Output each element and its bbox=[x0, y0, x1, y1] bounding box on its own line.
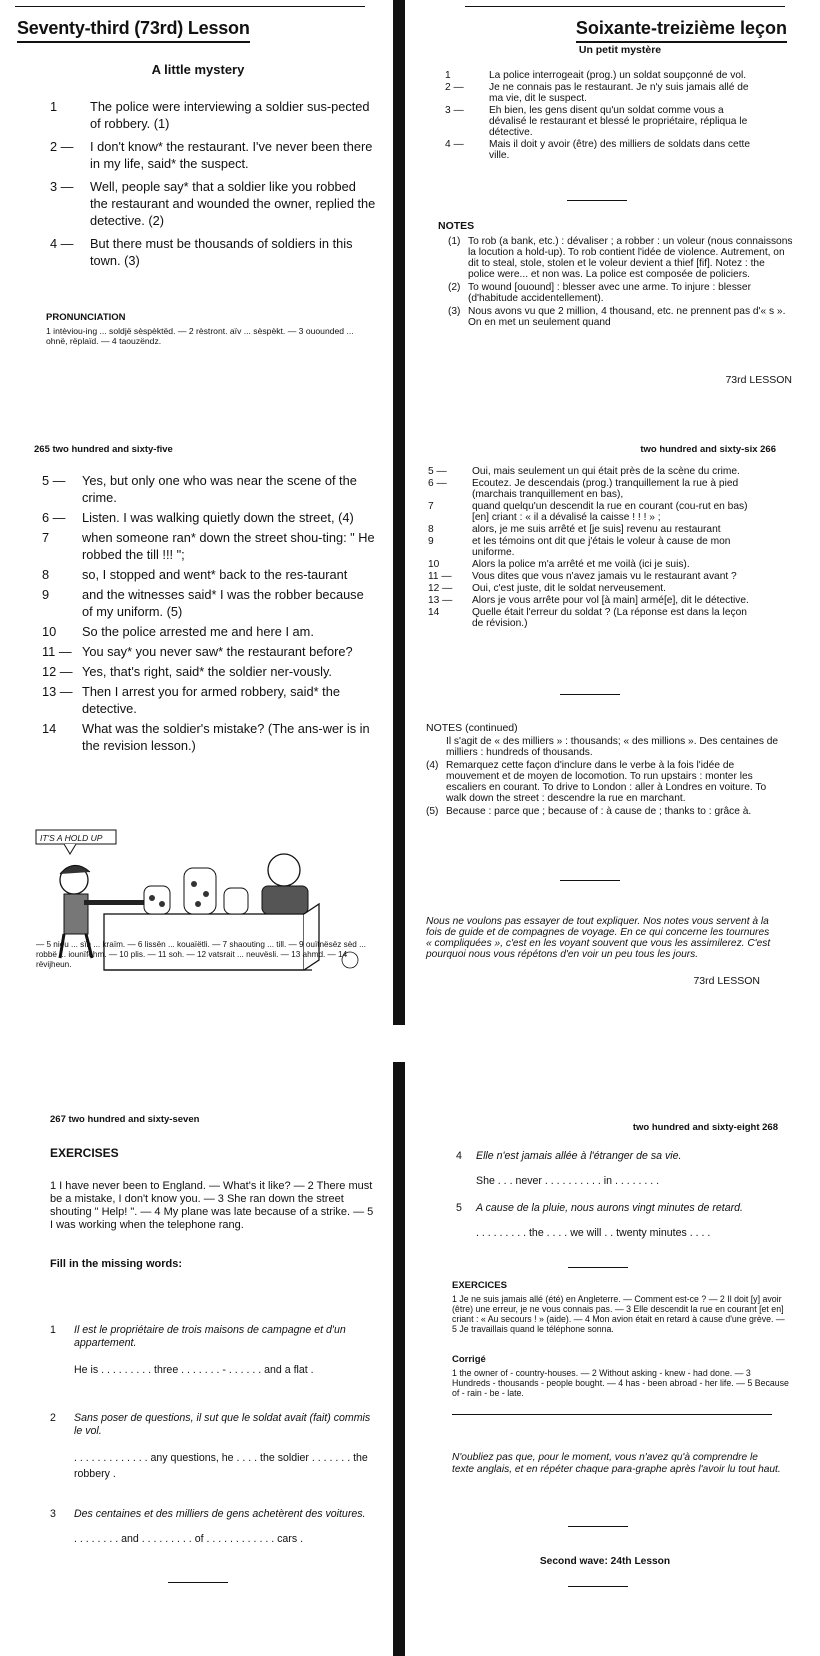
fill-in-blank[interactable]: . . . . . . . . and . . . . . . . . . of . . . . . . . . . . . . cars . bbox=[74, 1533, 304, 1545]
dialogue-line: 1 The police were interviewing a soldier sus-pected of robbery. (1) bbox=[50, 99, 370, 131]
fill-in-blank[interactable]: . . . . . . . . . the . . . . we will . . twenty minutes . . . . bbox=[476, 1227, 711, 1239]
page-gutter bbox=[393, 1062, 405, 1656]
fill-in-item: 2 Sans poser de questions, il sut que le soldat avait (fait) commis le vol. . . . . . . . . . . . . . any questions, he . . . . the soldier . . . . . . . the robbery . bbox=[50, 1412, 380, 1482]
exercises-answers-column bbox=[440, 1062, 800, 1656]
dialogue-line: 11 — You say* you never saw* the restaurant before? bbox=[42, 644, 353, 659]
fill-in-blank[interactable]: She . . . never . . . . . . . . . . in . . . . . . . . bbox=[476, 1175, 660, 1187]
closing-note: N'oubliez pas que, pour le moment, vous n'avez qu'à comprendre le texte anglais, et en répéter chaque para-graphe après l'avoir lu tout haut. bbox=[452, 1452, 781, 1475]
dialogue-line: 5 — Oui, mais seulement un qui était près de la scène du crime. bbox=[428, 466, 740, 477]
pronunciation-block bbox=[46, 312, 376, 346]
dialogue-line: 1 La police interrogeait (prog.) un soldat soupçonné de vol. bbox=[445, 70, 747, 81]
dialogue-line: 3 — Well, people say* that a soldier like you robbed the restaurant and wounded the owner, replied the detective. (2) bbox=[50, 179, 376, 228]
separator-rule bbox=[560, 880, 620, 881]
page-number-header: 267 two hundred and sixty-seven bbox=[50, 1114, 200, 1125]
page-spread-2 bbox=[0, 410, 820, 1025]
answer-key-text: 1 the owner of - country-houses. — 2 Without asking - knew - had done. — 3 Hundreds - thousands - people bought. — 4 has - been abroad - her life. — 5 Because of - rain - be - late. bbox=[452, 1368, 789, 1398]
french-text-column bbox=[426, 410, 800, 1025]
dialogue-en bbox=[50, 98, 376, 275]
page-gutter bbox=[393, 410, 405, 1025]
exercices-heading: EXERCICES bbox=[452, 1280, 507, 1291]
dialogue-line: 8 alors, je me suis arrêté et [je suis] revenu au restaurant bbox=[428, 524, 721, 535]
dialogue-line: 14 Quelle était l'erreur du soldat ? (La réponse est dans la leçon de révision.) bbox=[428, 607, 747, 629]
answer-key-heading: Corrigé bbox=[452, 1354, 486, 1365]
shopkeeper-body bbox=[262, 886, 308, 914]
fill-in-blank[interactable]: He is . . . . . . . . . three . . . . . . . - . . . . . . and a flat . bbox=[74, 1364, 314, 1376]
notes-list bbox=[426, 760, 786, 817]
notes-heading: NOTES bbox=[438, 220, 475, 232]
lesson-footer: 73rd LESSON bbox=[693, 975, 760, 987]
fill-in-item: 5 A cause de la pluie, nous aurons vingt minutes de retard. . . . . . . . . . the . . . . we will . . twenty minutes . . . . bbox=[456, 1202, 786, 1240]
english-text-column bbox=[28, 410, 376, 1025]
page-number-header: two hundred and sixty-six 266 bbox=[640, 444, 776, 455]
note-item: (2) To wound [ouound] : blesser avec une arme. To injure : blesser (d'habitude accidentellement). bbox=[448, 282, 751, 304]
note-item: (4) Remarquez cette façon d'inclure dans le verbe à la fois l'idée de mouvement et de moyen de locomotion. To run upstairs : monter les escaliers en courant. To drive to London : aller à Londres en voiture. To walk down the street : descendre la rue en marchant. bbox=[426, 760, 767, 804]
dialogue-line: 4 — But there must be thousands of soldiers in this town. (3) bbox=[50, 236, 353, 268]
page-number-header: two hundred and sixty-eight 268 bbox=[632, 1122, 778, 1133]
dialogue-line: 12 — Yes, that's right, said* the soldier ner-vously. bbox=[42, 664, 332, 679]
speech-bubble-text: IT'S A HOLD UP bbox=[40, 833, 103, 843]
dialogue-line: 10 Alors la police m'a arrêté et me voilà (ici je suis). bbox=[428, 559, 690, 570]
notes-heading: NOTES (continued) bbox=[426, 722, 518, 734]
second-wave-reference: Second wave: 24th Lesson bbox=[539, 1556, 671, 1567]
dialogue-en bbox=[42, 472, 376, 757]
separator-rule bbox=[568, 1267, 628, 1268]
subtitle-fr: Un petit mystère bbox=[578, 44, 662, 56]
separator-rule bbox=[567, 200, 627, 201]
dialogue-line: 14 What was the soldier's mistake? (The ans-wer is in the revision lesson.) bbox=[42, 721, 370, 753]
exercices-translation: 1 Je ne suis jamais allé (été) en Angleterre. — Comment est-ce ? — 2 Il doit [y] avoir (être) une erreur, je ne vous connais pas. — 3 Elle descendit la rue en courant [et en] criant : « Au secours ! » (aide). — 4 Mon avion était en retard à cause d'une grève. — 5 Je travaillais quand le téléphone sonna. bbox=[452, 1294, 785, 1334]
dialogue-line: 6 — Ecoutez. Je descendais (prog.) tranquillement la rue à pied (marchais tranquillement en bas), bbox=[428, 478, 739, 500]
dialogue-line: 5 — Yes, but only one who was near the scene of the crime. bbox=[42, 473, 357, 505]
dialogue-line: 7 when someone ran* down the street shou-ting: " He robbed the till !!! "; bbox=[42, 530, 375, 562]
notes-list bbox=[448, 236, 793, 328]
exercises-column bbox=[28, 1062, 376, 1656]
dialogue-line: 13 — Alors je vous arrête pour vol [à main] armé[e], dit le détective. bbox=[428, 595, 749, 606]
note-item: (5) Because : parce que ; because of : à cause de ; thanks to : grâce à. bbox=[426, 806, 752, 817]
separator-rule bbox=[560, 694, 620, 695]
dialogue-line: 8 so, I stopped and went* back to the res-taurant bbox=[42, 567, 348, 582]
dialogue-fr bbox=[428, 466, 758, 630]
shopkeeper-head bbox=[268, 854, 300, 886]
dialogue-line: 2 — I don't know* the restaurant. I've never been there in my life, said* the suspect. bbox=[50, 139, 373, 171]
closing-note: Nous ne voulons pas essayer de tout expliquer. Nos notes vous servent à la fois de guide et de compagnes de voyage. En ce qui concerne les tournures « compliquées », c'est en les voyant souvent que vous les assimilerez. C'est pourquoi nous vous répétons d'en voir un peu tous les jours. bbox=[426, 916, 771, 960]
dialogue-line: 11 — Vous dites que vous n'avez jamais vu le restaurant avant ? bbox=[428, 571, 737, 582]
exercises-text: 1 I have never been to England. — What's it like? — 2 There must be a mistake, I don't know you. — 3 She ran down the street shouting " Help! ". — 4 My plane was late because of a strike. — 5 I was working when the telephone rang. bbox=[50, 1180, 374, 1231]
lesson-footer: 73rd LESSON bbox=[725, 374, 792, 386]
pronunciation-heading: PRONUNCIATION bbox=[46, 312, 126, 323]
fill-in-item: 4 Elle n'est jamais allée à l'étranger de sa vie. She . . . never . . . . . . . . . . in . . . . . . . . bbox=[456, 1150, 786, 1188]
subtitle-en: A little mystery bbox=[151, 62, 245, 77]
separator-rule bbox=[568, 1586, 628, 1587]
dialogue-line: 7 quand quelqu'un descendit la rue en courant (cou-rut en bas) [en] criant : « il a dévalisé la caisse ! ! ! » ; bbox=[428, 501, 748, 523]
separator-rule bbox=[168, 1582, 228, 1583]
dialogue-line: 3 — Eh bien, les gens disent qu'un soldat comme vous a dévalisé le restaurant et blessé le propriétaire, répliqua le détective. bbox=[445, 105, 748, 138]
pronunciation-text: — 5 nieu ... sïn ... kraïm. — 6 lissën ... kouaïëtli. — 7 shaouting ... till. — 9 ouïtnësëz sèd ... robbë ... iounïfohm. — 10 plis. — 11 soh. — 12 vatsrait ... neuvësli. — 13 ahmd. — 14 rëvijheun. bbox=[36, 940, 366, 969]
note-item: (1) To rob (a bank, etc.) : dévaliser ; a robber : un voleur (nous connaissons la locution a hold-up). To rob contient l'idée de violence. Autrement, on dit to steal, stole, stolen et le voleur devient a thief [fif]. Notez : the police were... et non was. La police est composée de policiers. bbox=[448, 236, 793, 280]
pronunciation-text: 1 intèviou-ing ... soldjë sèspèktëd. — 2 rèstront. aïv ... sèspèkt. — 3 ouounded ... ohnë, rëplaïd. — 4 taouzëndz. bbox=[46, 326, 354, 346]
page-spread-3 bbox=[0, 1062, 820, 1656]
rifle bbox=[84, 900, 144, 905]
page-number-header: 265 two hundred and sixty-five bbox=[34, 444, 173, 455]
notes-continued-text: Il s'agit de « des milliers » : thousands; « des millions ». Des centaines de milliers : hundreds of thousands. bbox=[446, 736, 779, 758]
dialogue-line: 9 and the witnesses said* I was the robber because of my uniform. (5) bbox=[42, 587, 364, 619]
fill-in-item: 1 Il est le propriétaire de trois maisons de campagne et d'un appartement. He is . . . . . . . . . three . . . . . . . - . . . . . . and a flat . bbox=[50, 1324, 380, 1377]
separator-rule bbox=[452, 1414, 772, 1415]
note-item: (3) Nous avons vu que 2 million, 4 thousand, etc. ne prennent pas d'« s ». On en met un seulement quand bbox=[448, 306, 786, 328]
separator-rule bbox=[568, 1526, 628, 1527]
dialogue-fr bbox=[445, 70, 750, 162]
dialogue-line: 4 — Mais il doit y avoir (être) des milliers de soldats dans cette ville. bbox=[445, 139, 751, 161]
dialogue-line: 13 — Then I arrest you for armed robbery, said* the detective. bbox=[42, 684, 340, 716]
lesson-title-fr: Soixante-treizième leçon bbox=[576, 18, 787, 43]
dialogue-line: 9 et les témoins ont dit que j'étais le voleur à cause de mon uniforme. bbox=[428, 536, 731, 558]
lesson-title-en: Seventy-third (73rd) Lesson bbox=[17, 18, 250, 43]
dialogue-line: 2 — Je ne connais pas le restaurant. Je n'y suis jamais allé de ma vie, dit le suspect. bbox=[445, 82, 749, 104]
dialogue-line: 10 So the police arrested me and here I am. bbox=[42, 624, 314, 639]
fill-in-item: 3 Des centaines et des milliers de gens achetèrent des voitures. . . . . . . . . and . . . . . . . . . of . . . . . . . . . . . . cars . bbox=[50, 1508, 380, 1546]
exercises-heading: EXERCISES bbox=[50, 1146, 119, 1160]
fill-in-blank[interactable]: . . . . . . . . . . . . . any questions, he . . . . the soldier . . . . . . . the robbery . bbox=[74, 1452, 368, 1480]
fill-in-heading: Fill in the missing words: bbox=[50, 1258, 183, 1270]
candy-jar bbox=[144, 886, 170, 914]
candy-jar bbox=[184, 868, 216, 914]
candy-jar bbox=[224, 888, 248, 914]
dialogue-line: 6 — Listen. I was walking quietly down the street, (4) bbox=[42, 510, 354, 525]
dialogue-line: 12 — Oui, c'est juste, dit le soldat nerveusement. bbox=[428, 583, 666, 594]
